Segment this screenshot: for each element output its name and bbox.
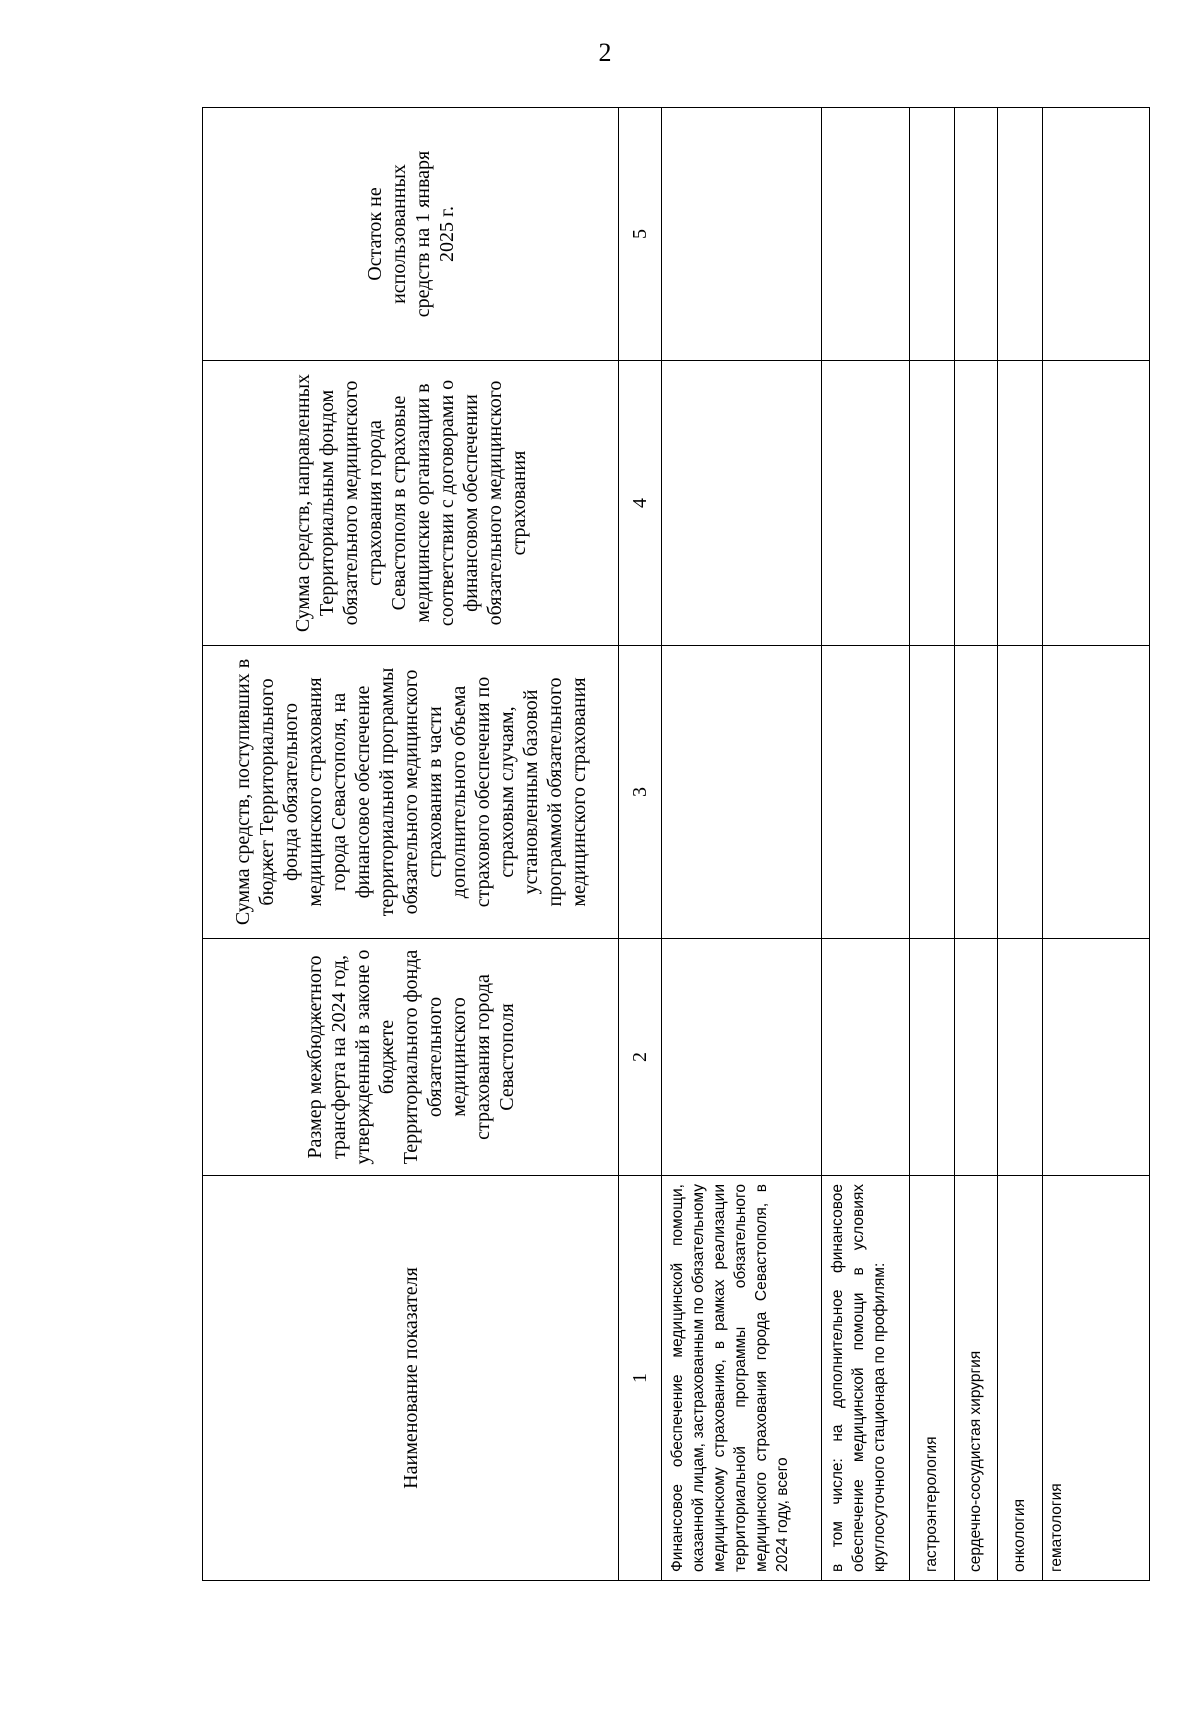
value-cell <box>822 361 910 646</box>
row-label: Финансовое обеспечение медицинской помощи, оказанной лицам, застрахованным по обязательному медицинскому страхованию, в рамках реализации территориальной программы обязательного медицинского страхования города Севастополя, в 2024 году, всего <box>662 1176 822 1581</box>
value-cell <box>662 361 822 646</box>
value-cell <box>822 108 910 361</box>
row-label: онкология <box>998 1176 1043 1581</box>
column-number-row <box>619 108 662 1581</box>
value-cell <box>910 108 955 361</box>
value-cell <box>662 939 822 1176</box>
header-cell <box>203 361 619 646</box>
header-cell <box>203 646 619 939</box>
table-row <box>998 108 1043 1581</box>
header-text: Сумма средств, поступивших в бюджет Территориального фонда обязательного медицинского страхования города Севастополя, на финансовое обеспечение территориальной программы обязательного медицинского страхования в части дополнительного объема страхового обеспечения по страховым случаям, установленным базовой программой обязательного медицинского страхования <box>231 658 590 926</box>
value-cell <box>998 939 1043 1176</box>
column-number: 1 <box>619 1176 662 1581</box>
header-text: Остаток не использованных средств на 1 января 2025 г. <box>363 150 458 318</box>
column-number: 3 <box>619 646 662 939</box>
table-row <box>662 108 822 1581</box>
value-cell <box>822 646 910 939</box>
header-cell <box>203 108 619 361</box>
value-cell <box>998 646 1043 939</box>
header-cell <box>203 939 619 1176</box>
column-number: 2 <box>619 939 662 1176</box>
value-cell <box>910 939 955 1176</box>
table-row <box>910 108 955 1581</box>
value-cell <box>955 939 998 1176</box>
value-cell <box>1043 939 1150 1176</box>
row-label: в том числе: на дополнительное финансовое обеспечение медицинской помощи в условиях круглосуточного стационара по профилям: <box>822 1176 910 1581</box>
table-row <box>822 108 910 1581</box>
value-cell <box>910 361 955 646</box>
table-row <box>955 108 998 1581</box>
table-header-row <box>203 108 619 1581</box>
header-text: Сумма средств, направленных Территориальным фондом обязательного медицинского страхования города Севастополя в страховые медицинские организации в соответствии с договорами о финансовом обеспечении обязательного медицинского страхования <box>291 373 530 633</box>
value-cell <box>910 646 955 939</box>
header-text: Наименование показателя <box>399 1267 422 1489</box>
value-cell <box>1043 361 1150 646</box>
rotated-table-container <box>202 108 1149 1581</box>
value-cell <box>955 361 998 646</box>
value-cell <box>1043 646 1150 939</box>
value-cell <box>955 646 998 939</box>
column-number: 5 <box>619 108 662 361</box>
row-label: гастроэнтерология <box>910 1176 955 1581</box>
value-cell <box>662 646 822 939</box>
data-table <box>202 107 1150 1581</box>
value-cell <box>955 108 998 361</box>
value-cell <box>998 361 1043 646</box>
header-cell <box>203 1176 619 1581</box>
value-cell <box>822 939 910 1176</box>
table-row <box>1043 108 1150 1581</box>
row-label: сердечно-сосудистая хирургия <box>955 1176 998 1581</box>
row-label: гематология <box>1043 1176 1150 1581</box>
value-cell <box>998 108 1043 361</box>
page-number: 2 <box>598 38 612 67</box>
header-text: Размер межбюджетного трансферта на 2024 год, утвержденный в законе о бюджете Территориального фонда обязательного медицинского страхования города Севастополя <box>303 949 518 1165</box>
value-cell <box>1043 108 1150 361</box>
value-cell <box>662 108 822 361</box>
column-number: 4 <box>619 361 662 646</box>
